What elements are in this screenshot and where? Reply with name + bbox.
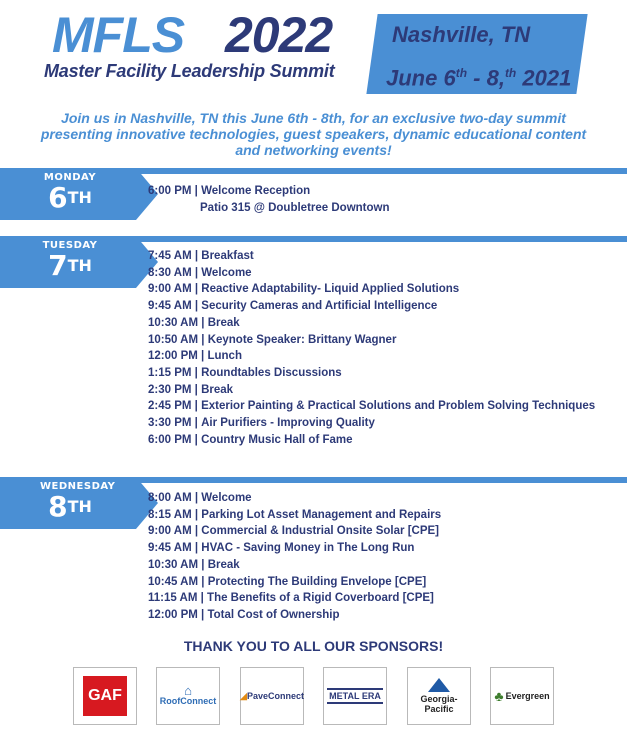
schedule-row: [148, 607, 608, 624]
schedule-time: 12:00 PM |: [148, 348, 207, 365]
schedule-row: [148, 557, 608, 574]
roofconnect-icon: ⌂: [184, 683, 192, 698]
sponsor-logo-gaf: GAF: [73, 667, 137, 725]
schedule-time: 8:30 AM |: [148, 265, 201, 282]
day-number: 8TH: [48, 490, 92, 523]
schedule-wednesday: [148, 490, 608, 624]
schedule-title: Total Cost of Ownership: [207, 608, 340, 621]
schedule-row: [148, 365, 608, 382]
event-city: Nashville, TN: [392, 22, 531, 47]
schedule-row: [148, 298, 608, 315]
schedule-title: Welcome: [201, 266, 252, 279]
schedule-time: 9:00 AM |: [148, 523, 201, 540]
schedule-row: [148, 315, 608, 332]
schedule-row: Patio 315 @ Doubletree Downtown: [200, 201, 390, 214]
schedule-title: Breakfast: [201, 250, 254, 262]
schedule-time: 9:45 AM |: [148, 540, 201, 557]
schedule-monday: [148, 183, 608, 216]
schedule-title: Protecting The Building Envelope [CPE]: [207, 575, 427, 588]
day-tab-wednesday: [0, 477, 136, 529]
day-tab-tuesday: [0, 236, 136, 288]
schedule-time: 3:30 PM |: [148, 415, 201, 432]
schedule-row: [148, 265, 608, 282]
schedule-time: 8:15 AM |: [148, 507, 201, 524]
schedule-row: [148, 507, 608, 524]
schedule-time: 10:30 AM |: [148, 557, 208, 574]
schedule-row: [148, 490, 608, 507]
event-dates: June 6th - 8,$^{th}$ 2021: [386, 65, 572, 91]
schedule-row: [148, 432, 608, 449]
schedule-time: 2:45 PM |: [148, 398, 201, 415]
schedule-tuesday: [148, 248, 608, 448]
schedule-title: HVAC - Saving Money in The Long Run: [201, 542, 415, 555]
sponsor-logo-paveconnect: ◢PaveConnect: [240, 667, 304, 725]
schedule-row: [148, 415, 608, 432]
schedule-time: 9:00 AM |: [148, 281, 201, 298]
sponsors-heading: THANK YOU TO ALL OUR SPONSORS!: [183, 638, 444, 654]
schedule-row: [148, 382, 608, 399]
schedule-row: [148, 574, 608, 591]
schedule-row: 6:00 PM | Welcome Reception: [148, 183, 608, 200]
day-number: 6TH: [48, 181, 92, 214]
schedule-row: [148, 332, 608, 349]
schedule-time: 8:00 AM |: [148, 490, 201, 507]
sponsor-logo-roofconnect: ⌂ RoofConnect: [156, 667, 220, 725]
schedule-time: 10:30 AM |: [148, 315, 208, 332]
schedule-row: [148, 348, 608, 365]
day-tab-monday: [0, 168, 136, 220]
schedule-title: Reactive Adaptability- Liquid Applied Solutions: [201, 283, 460, 296]
day-name: WEDNESDAY: [40, 481, 116, 492]
schedule-title: Break: [201, 383, 234, 396]
schedule-title: Security Cameras and Artificial Intelligence: [201, 300, 438, 313]
schedule-time: 9:45 AM |: [148, 298, 201, 315]
schedule-time: 7:45 AM |: [148, 248, 201, 265]
schedule-title: Parking Lot Asset Management and Repairs: [201, 508, 442, 521]
day-name: MONDAY: [43, 172, 97, 183]
logo-mfls: MFLS: [52, 7, 185, 63]
schedule-row: [148, 523, 608, 540]
schedule-row: [148, 540, 608, 557]
schedule-row: [148, 398, 608, 415]
schedule-title: Lunch: [207, 350, 242, 363]
paveconnect-icon: ◢: [240, 691, 247, 701]
schedule-title: Break: [207, 316, 240, 329]
schedule-time: 6:00 PM |: [148, 432, 201, 449]
schedule-title: Roundtables Discussions: [201, 366, 342, 379]
schedule-title: Break: [207, 558, 240, 571]
schedule-time: 10:45 AM |: [148, 574, 208, 591]
intro-text: Join us in Nashville, TN this June 6th - 8th, for an exclusive two-day summit presenting innovative technologies, guest speakers, dynamic educational content and networking events!: [40, 110, 587, 158]
evergreen-tree-icon: ♣: [494, 688, 504, 704]
day-number: 7TH: [48, 249, 92, 282]
schedule-title: Commercial & Industrial Onsite Solar [CPE]: [201, 525, 440, 538]
schedule-time: 1:15 PM |: [148, 365, 201, 382]
schedule-title: Keynote Speaker: Brittany Wagner: [207, 333, 397, 346]
schedule-time: 10:50 AM |: [148, 332, 208, 349]
schedule-title: The Benefits of a Rigid Coverboard [CPE]: [207, 592, 434, 605]
georgia-pacific-icon: [428, 678, 450, 692]
sponsor-logo-evergreen: ♣ Evergreen: [490, 667, 554, 725]
sponsor-logo-georgia-pacific: Georgia-Pacific: [407, 667, 471, 725]
schedule-time: 12:00 PM |: [148, 607, 207, 624]
schedule-row: [148, 281, 608, 298]
schedule-row: [148, 590, 608, 607]
schedule-time: 11:15 AM |: [148, 590, 207, 607]
logo-year: 2022: [225, 7, 333, 63]
sponsor-logo-metal-era: METAL ERA: [323, 667, 387, 725]
schedule-title: Exterior Painting & Practical Solutions and Problem Solving Techniques: [201, 400, 596, 413]
schedule-row: [148, 248, 608, 265]
schedule-title: Air Purifiers - Improving Quality: [201, 417, 375, 430]
day-name: TUESDAY: [42, 240, 98, 251]
event-subtitle: Master Facility Leadership Summit: [44, 61, 335, 81]
schedule-time: 2:30 PM |: [148, 382, 201, 399]
schedule-title: Welcome: [201, 492, 252, 504]
schedule-title: Country Music Hall of Fame: [201, 433, 353, 446]
